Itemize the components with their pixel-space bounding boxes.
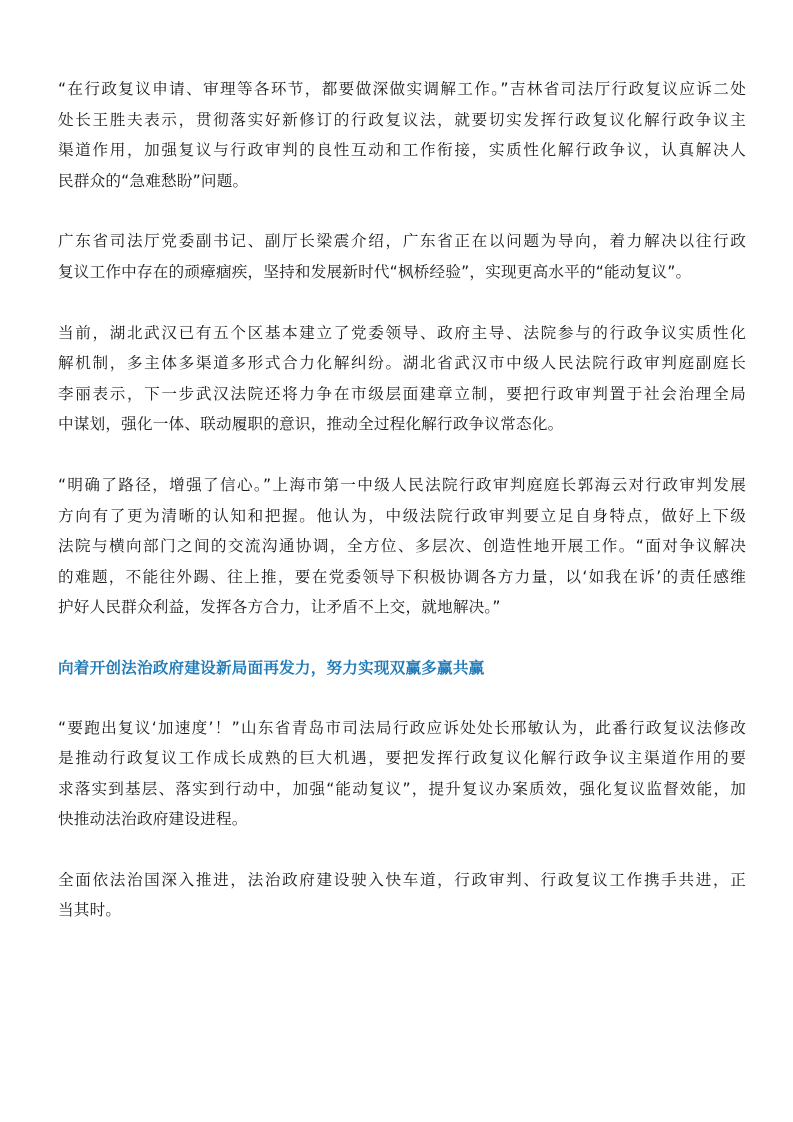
paragraph-qingdao	[58, 713, 746, 835]
text-line: 处长王胜夫表示，贯彻落实好新修订的行政复议法，就要切实发挥行政复议化解行政争议主	[58, 110, 746, 129]
text-line: 是推动行政复议工作成长成熟的巨大机遇，要把发挥行政复议化解行政争议主渠道作用的要	[58, 749, 746, 768]
text-line: 中谋划，强化一体、联动履职的意识，推动全过程化解行政争议常态化。	[58, 415, 564, 434]
text-line: 护好人民群众利益，发挥各方合力，让矛盾不上交，就地解决。”	[58, 598, 501, 617]
section-heading: 向着开创法治政府建设新局面再发力，努力实现双赢多赢共赢	[58, 658, 485, 677]
text-line: 当前，湖北武汉已有五个区基本建立了党委领导、政府主导、法院参与的行政争议实质性化	[58, 323, 746, 342]
text-line: 渠道作用，加强复议与行政审判的良性互动和工作衔接，实质性化解行政争议，认真解决人	[58, 141, 746, 160]
paragraph-jilin	[58, 74, 746, 196]
text-line: 广东省司法厅党委副书记、副厅长梁震介绍，广东省正在以问题为导向，着力解决以往行政	[58, 232, 746, 251]
text-line: “明确了路径，增强了信心。”上海市第一中级人民法院行政审判庭庭长郭海云对行政审判发展	[58, 475, 746, 494]
text-line: 当其时。	[58, 901, 122, 920]
text-line: “在行政复议申请、审理等各环节，都要做深做实调解工作。”吉林省司法厅行政复议应诉二处	[58, 80, 746, 98]
text-line: 全面依法治国深入推进，法治政府建设驶入快车道，行政审判、行政复议工作携手共进，正	[58, 870, 746, 889]
text-line: 法院与横向部门之间的交流沟通协调，全方位、多层次、创造性地开展工作。“面对争议解决	[58, 537, 746, 556]
text-line: 解机制，多主体多渠道多形式合力化解纠纷。湖北省武汉市中级人民法院行政审判庭副庭长	[58, 354, 746, 373]
article-body	[58, 74, 746, 956]
paragraph-shanghai	[58, 470, 746, 623]
text-line: 民群众的“急难愁盼”问题。	[58, 171, 249, 190]
text-line: 方向有了更为清晰的认知和把握。他认为，中级法院行政审判要立足自身特点，做好上下级	[58, 506, 746, 525]
text-line: 快推动法治政府建设进程。	[58, 810, 248, 829]
paragraph-conclusion	[58, 865, 746, 926]
text-line: 的难题，不能往外踢、往上推，要在党委领导下积极协调各方力量，以‘如我在诉’的责任感维	[58, 567, 746, 586]
paragraph-guangdong	[58, 226, 746, 287]
text-line: “要跑出复议‘加速度’！”山东省青岛市司法局行政应诉处处长邢敏认为，此番行政复议法修改	[58, 718, 746, 737]
text-line: 复议工作中存在的顽瘴痼疾，坚持和发展新时代“枫桥经验”，实现更高水平的“能动复议”。	[58, 262, 692, 281]
text-line: 求落实到基层、落实到行动中，加强“能动复议”，提升复议办案质效，强化复议监督效能，加	[58, 779, 746, 798]
paragraph-wuhan	[58, 318, 746, 440]
text-line: 李丽表示，下一步武汉法院还将力争在市级层面建章立制，要把行政审判置于社会治理全局	[58, 384, 746, 403]
